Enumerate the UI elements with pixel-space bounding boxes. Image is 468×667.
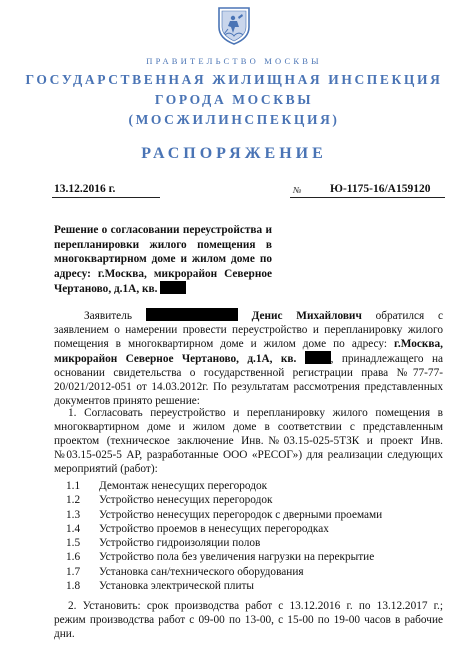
org-name-line-2: ГОРОДА МОСКВЫ [154,92,314,107]
ownership-basis: , принадлежащего на основании свидетельства о государственной регистрации права №77-77-20/021/2012-051 от 14.03.2012г. По результатам рассмотрения представленных документов принято решение: [54,353,444,407]
paragraph-approval: 1. Согласовать переустройство и перепланировку жилого помещения в многоквартирном доме и жилом доме в соответствии с представленным проектом (техническое заключение Инв.№03.15-025-5ТЗК и проект Инв.№03.15-025-5 АР, разработанные ООО «РЕСОГ») для реализации следующих мероприятий (работ): [54,407,443,475]
item-text: Устройство ненесущих перегородок [99,494,273,507]
item-number: 1.2 [66,494,81,507]
works-list [54,479,434,593]
document-date: 13.12.2016 г. [54,183,116,195]
document-number: Ю-1175-16/А159120 [330,183,431,195]
item-text: Устройство пола без увеличения нагрузки на перекрытие [99,551,375,564]
paragraph-applicant [54,308,443,408]
moscow-coat-of-arms-icon [216,5,252,45]
item-number: 1.4 [66,522,81,535]
applicant-statement: обратился с заявлением о намерении провести переустройство и перепланировку жилого помещения в многоквартирном доме и жилом доме по адресу: [54,310,444,350]
applicant-intro: Заявитель [84,310,132,322]
item-number: 1.3 [66,508,81,521]
paragraph-schedule: 2. Установить: срок производства работ с 13.12.2016 г. по 13.12.2017 г.; режим производства работ с 09-00 по 13-00, с 15-00 по 19-00 часов в рабочие дни. [54,600,443,640]
item-number: 1.6 [66,551,81,564]
redaction-bar [305,351,331,364]
item-text: Устройство ненесущих перегородок с дверными проемами [99,508,383,521]
list-item [54,508,434,522]
list-item [54,493,434,507]
government-line: ПРАВИТЕЛЬСТВО МОСКВЫ [146,56,322,66]
item-number: 1.8 [66,580,81,593]
date-underline [52,197,160,198]
item-text: Устройство гидроизоляции полов [99,537,261,550]
property-address: г.Москва, микрорайон Северное Чертаново, д.1А, кв. [54,338,443,365]
item-number: 1.7 [66,565,81,578]
item-text: Устройство проемов в ненесущих перегородках [99,522,329,535]
item-number: 1.1 [66,480,81,492]
item-number: 1.5 [66,537,81,550]
org-abbreviation: (МОСЖИЛИНСПЕКЦИЯ) [128,112,340,127]
document-type-title: РАСПОРЯЖЕНИЕ [141,145,327,162]
item-text: Установка сан/технического оборудования [99,565,304,578]
number-sign: № [293,185,302,195]
applicant-name: Денис Михайлович [251,310,362,322]
subject-text: Решение о согласовании переустройства и перепланировки жилого помещения в многоквартирном доме и жилом доме по адресу: г.Москва, микрорайон Северное Чертаново, д.1А, кв. [54,224,272,295]
redaction-bar [160,281,186,294]
list-item [54,536,434,550]
item-text: Демонтаж ненесущих перегородок [99,480,268,492]
item-text: Установка электрической плиты [99,580,255,593]
list-item [54,565,434,579]
redaction-bar [146,308,238,321]
number-underline [290,197,445,198]
org-name-line-1: ГОСУДАРСТВЕННАЯ ЖИЛИЩНАЯ ИНСПЕКЦИЯ [25,72,443,87]
list-item [54,550,434,564]
list-item [54,579,434,593]
subject-block [54,223,272,297]
list-item [54,479,434,493]
list-item [54,522,434,536]
